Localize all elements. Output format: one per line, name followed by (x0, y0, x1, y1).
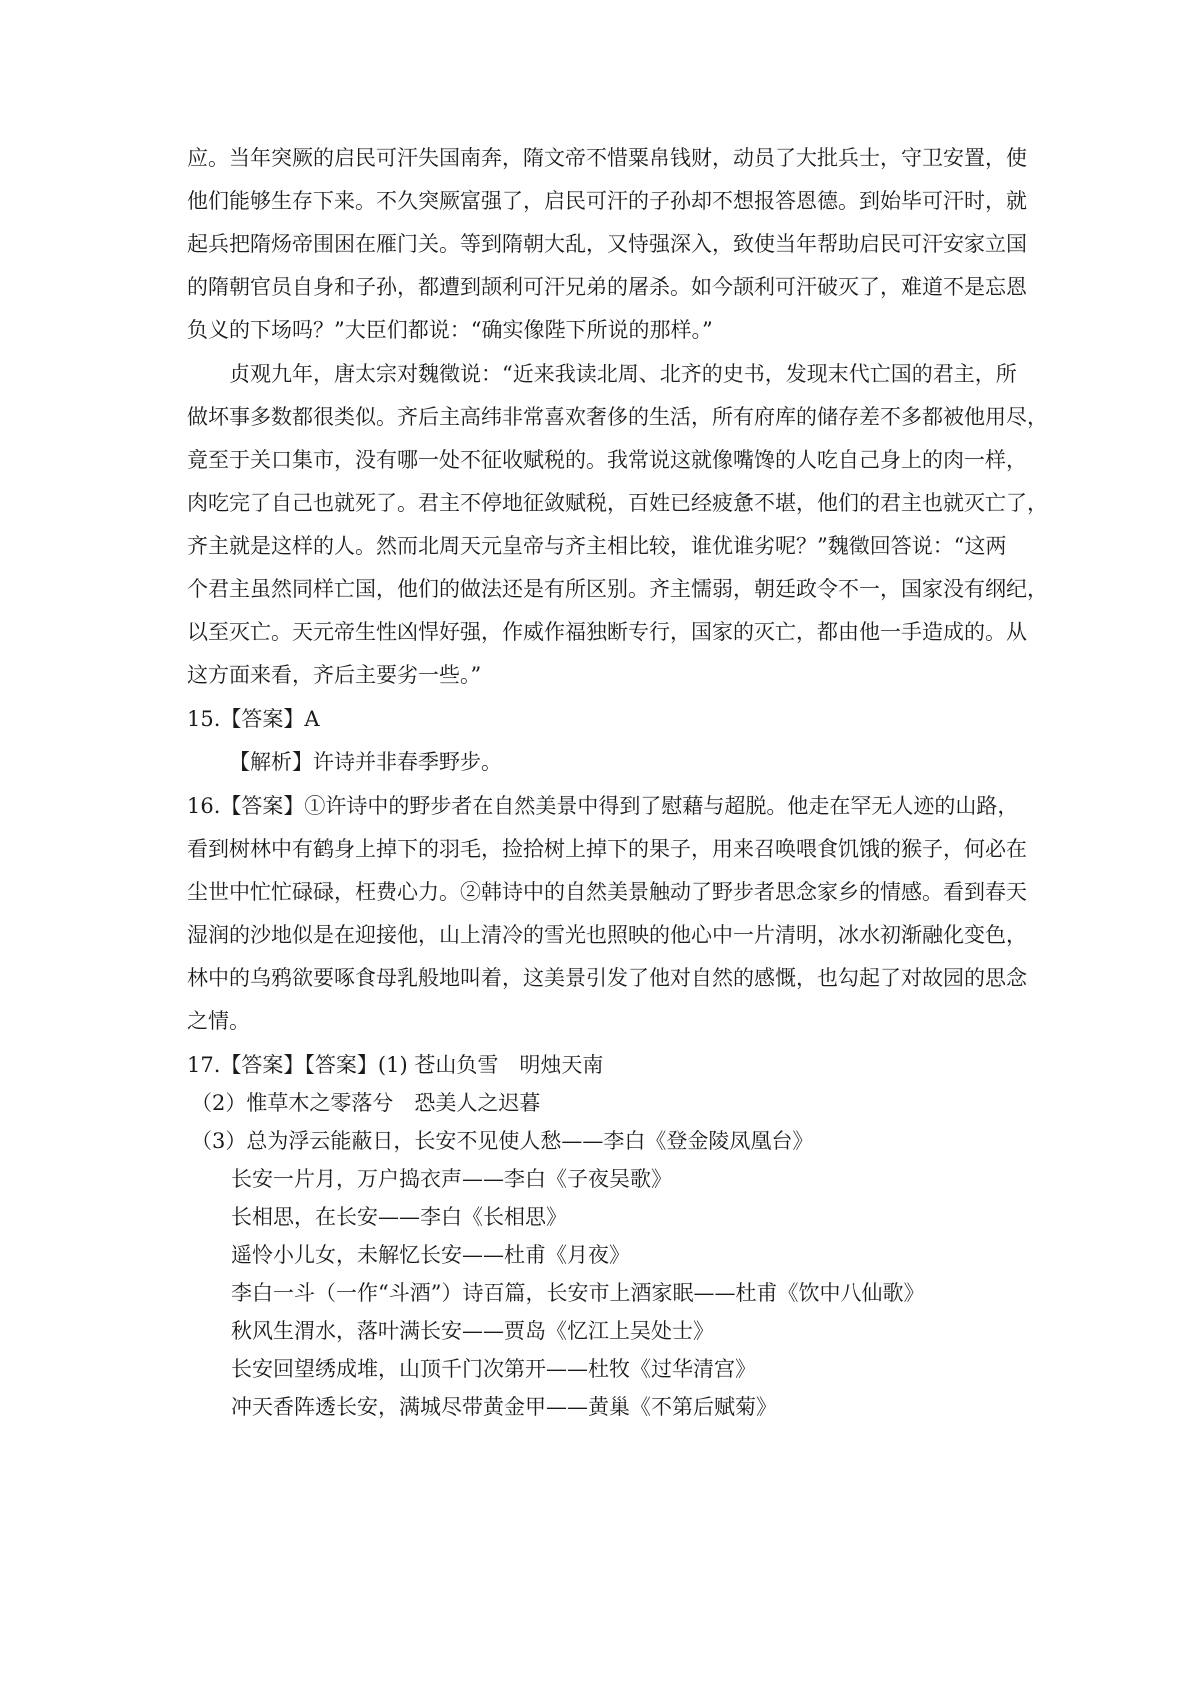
answer-17-part2: （2）惟草木之零落兮 恐美人之迟暮 (191, 1091, 541, 1115)
passage-line: 竟至于关口集市，没有哪一处不征收赋税的。我常说这就像嘴馋的人吃自己身上的肉一样， (187, 448, 1027, 472)
answer-16-line: 林中的乌鸦欲要啄食母乳般地叫着，这美景引发了他对自然的感慨，也勾起了对故园的思念 (187, 966, 1027, 990)
poem-line: 李白一斗（一作“斗酒”）诗百篇，长安市上酒家眠——杜甫《饮中八仙歌》 (231, 1281, 925, 1305)
analysis-15: 【解析】许诗并非春季野步。 (229, 750, 502, 774)
answer-17-head: 17.【答案】【答案】(1) 苍山负雪 明烛天南 (187, 1053, 604, 1077)
passage-line: 肉吃完了自己也就死了。君主不停地征敛赋税，百姓已经疲惫不堪，他们的君主也就灭亡了， (187, 491, 1048, 515)
answer-17-part3: （3）总为浮云能蔽日，长安不见使人愁——李白《登金陵凤凰台》 (191, 1129, 814, 1153)
answer-15: 15.【答案】A (187, 707, 320, 731)
passage-line: 这方面来看，齐后主要劣一些。” (187, 663, 482, 687)
passage-line: 起兵把隋炀帝围困在雁门关。等到隋朝大乱，又恃强深入，致使当年帮助启民可汗安家立国 (187, 232, 1027, 256)
answer-16-line: 16.【答案】①许诗中的野步者在自然美景中得到了慰藉与超脱。他走在罕无人迹的山路， (187, 794, 1019, 818)
poem-line: 长安一片月，万户捣衣声——李白《子夜吴歌》 (231, 1167, 672, 1191)
passage-line: 做坏事多数都很类似。齐后主高纬非常喜欢奢侈的生活，所有府库的储存差不多都被他用尽， (187, 405, 1048, 429)
passage-line: 的隋朝官员自身和子孙，都遭到颉利可汗兄弟的屠杀。如今颉利可汗破灭了，难道不是忘恩 (187, 275, 1027, 299)
poem-line: 秋风生渭水，落叶满长安——贾岛《忆江上吴处士》 (231, 1319, 714, 1343)
passage-line: 负义的下场吗？”大臣们都说：“确实像陛下所说的那样。” (187, 318, 713, 342)
answer-16-line: 湿润的沙地似是在迎接他，山上清冷的雪光也照映的他心中一片清明，冰水初渐融化变色， (187, 923, 1027, 947)
answer-16-line: 看到树林中有鹤身上掉下的羽毛，捡拾树上掉下的果子，用来召唤喂食饥饿的猴子，何必在 (187, 837, 1027, 861)
poem-line: 长安回望绣成堆，山顶千门次第开——杜牧《过华清宫》 (231, 1357, 756, 1381)
passage-line: 个君主虽然同样亡国，他们的做法还是有所区别。齐主懦弱，朝廷政令不一，国家没有纲纪， (187, 577, 1048, 601)
poem-line: 长相思，在长安——李白《长相思》 (231, 1205, 567, 1229)
poem-line: 遥怜小儿女，未解忆长安——杜甫《月夜》 (231, 1243, 630, 1267)
passage-line: 以至灭亡。天元帝生性凶悍好强，作威作福独断专行，国家的灭亡，都由他一手造成的。从 (187, 620, 1027, 644)
answer-16-line: 之情。 (187, 1009, 250, 1033)
poem-line: 冲天香阵透长安，满城尽带黄金甲——黄巢《不第后赋菊》 (231, 1395, 777, 1419)
passage-line: 贞观九年，唐太宗对魏徵说：“近来我读北周、北齐的史书，发现末代亡国的君主，所 (229, 362, 1017, 386)
passage-line: 应。当年突厥的启民可汗失国南奔，隋文帝不惜粟帛钱财，动员了大批兵士，守卫安置，使 (187, 146, 1027, 170)
passage-line: 齐主就是这样的人。然而北周天元皇帝与齐主相比较，谁优谁劣呢？”魏徵回答说：“这两 (187, 534, 1007, 558)
answer-16-line: 尘世中忙忙碌碌，枉费心力。②韩诗中的自然美景触动了野步者思念家乡的情感。看到春天 (187, 880, 1027, 904)
passage-line: 他们能够生存下来。不久突厥富强了，启民可汗的子孙却不想报答恩德。到始毕可汗时，就 (187, 189, 1027, 213)
